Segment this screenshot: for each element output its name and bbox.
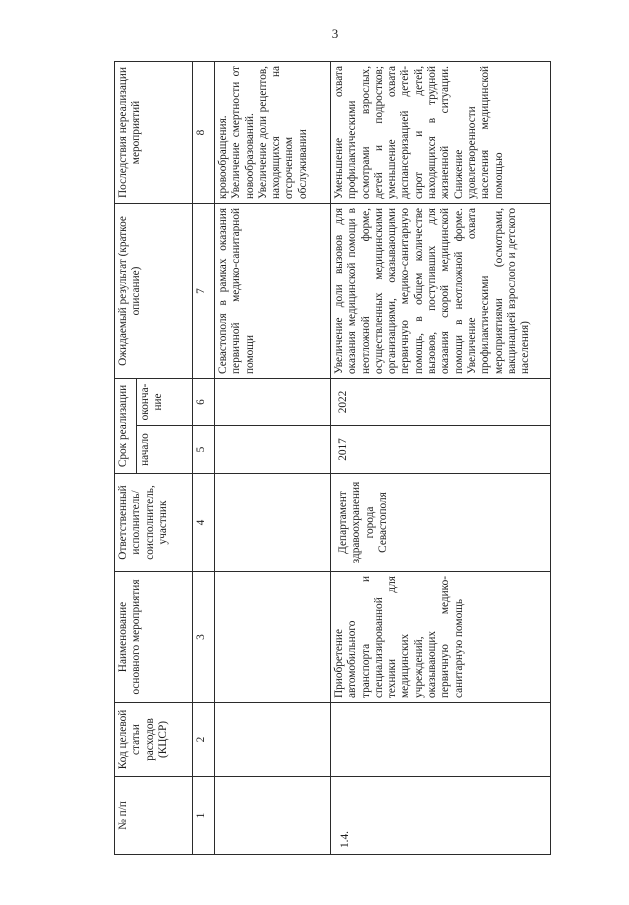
row-result: Увеличение доли вызовов для оказания медицинской помощи в неотложной форме, осуществленных медицинскими организациями, оказывающими первичную медико-санитарную помощь, в общем количестве вызовов, поступивших для оказания скорой медицинской помощи в неотложной форме. Увеличение охвата профилактическими мероприятиями (осмотрами, вакцинацией взрослого и детского населения) <box>331 203 551 378</box>
continuation-result: Севастополя в рамках оказания первичной медико-санитарной помощи <box>215 203 331 378</box>
header-kcsr: Код целевой статьи расходов (КЦСР) <box>115 703 193 777</box>
row-activity: Приобретение автомобильного транспорта и специализированной техники для медицинских учреждений, оказывающих первичную медико-санитарную помощь <box>331 572 551 703</box>
row-number: 1.4. <box>331 777 551 855</box>
header-term-group: Срок реализации <box>115 378 137 473</box>
column-number: 8 <box>193 61 215 203</box>
column-number: 1 <box>193 777 215 855</box>
activities-table <box>114 61 551 855</box>
row-kcsr <box>331 703 551 777</box>
empty-cell <box>215 426 331 474</box>
column-number: 2 <box>193 703 215 777</box>
header-activity: Наименование основного мероприятия <box>115 572 193 703</box>
header-executor: Ответственный исполнитель/ соисполнитель, участник <box>115 474 193 572</box>
continuation-consequences: кровообращения. Увеличение смертности от новообразований. Увеличение доли рецептов, находящихся на отсроченном обслуживании <box>215 61 331 203</box>
column-numbers-row <box>193 61 215 854</box>
rotated-table-sheet <box>114 62 551 855</box>
row-consequences: Уменьшение охвата профилактическими осмотрами взрослых, детей и подростков; уменьшение охвата диспансеризацией детей-сирот и детей, находящихся в трудной жизненной ситуации. Снижение удовлетворенности населения медицинской помощью <box>331 61 551 203</box>
row-start-year: 2017 <box>331 426 551 474</box>
column-number: 6 <box>193 378 215 425</box>
header-number: № п/п <box>115 777 193 855</box>
column-number: 3 <box>193 572 215 703</box>
header-result: Ожидаемый результат (краткое описание) <box>115 203 193 378</box>
column-number: 7 <box>193 203 215 378</box>
row-executor: Департамент здравоохранения города Севастополя <box>331 474 551 572</box>
empty-cell <box>215 572 331 703</box>
empty-cell <box>215 378 331 425</box>
header-row-top <box>115 61 137 854</box>
empty-cell <box>215 474 331 572</box>
page-number: 3 <box>331 26 339 41</box>
empty-cell <box>215 703 331 777</box>
header-consequences: Последствия нереализации мероприятий <box>115 61 193 203</box>
empty-cell <box>215 777 331 855</box>
table-row-continuation <box>215 61 331 854</box>
row-end-year: 2022 <box>331 378 551 425</box>
header-start: начало <box>137 426 193 474</box>
column-number: 5 <box>193 426 215 474</box>
table-row-1-4 <box>331 61 551 854</box>
header-end: оконча- ние <box>137 378 193 425</box>
column-number: 4 <box>193 474 215 572</box>
